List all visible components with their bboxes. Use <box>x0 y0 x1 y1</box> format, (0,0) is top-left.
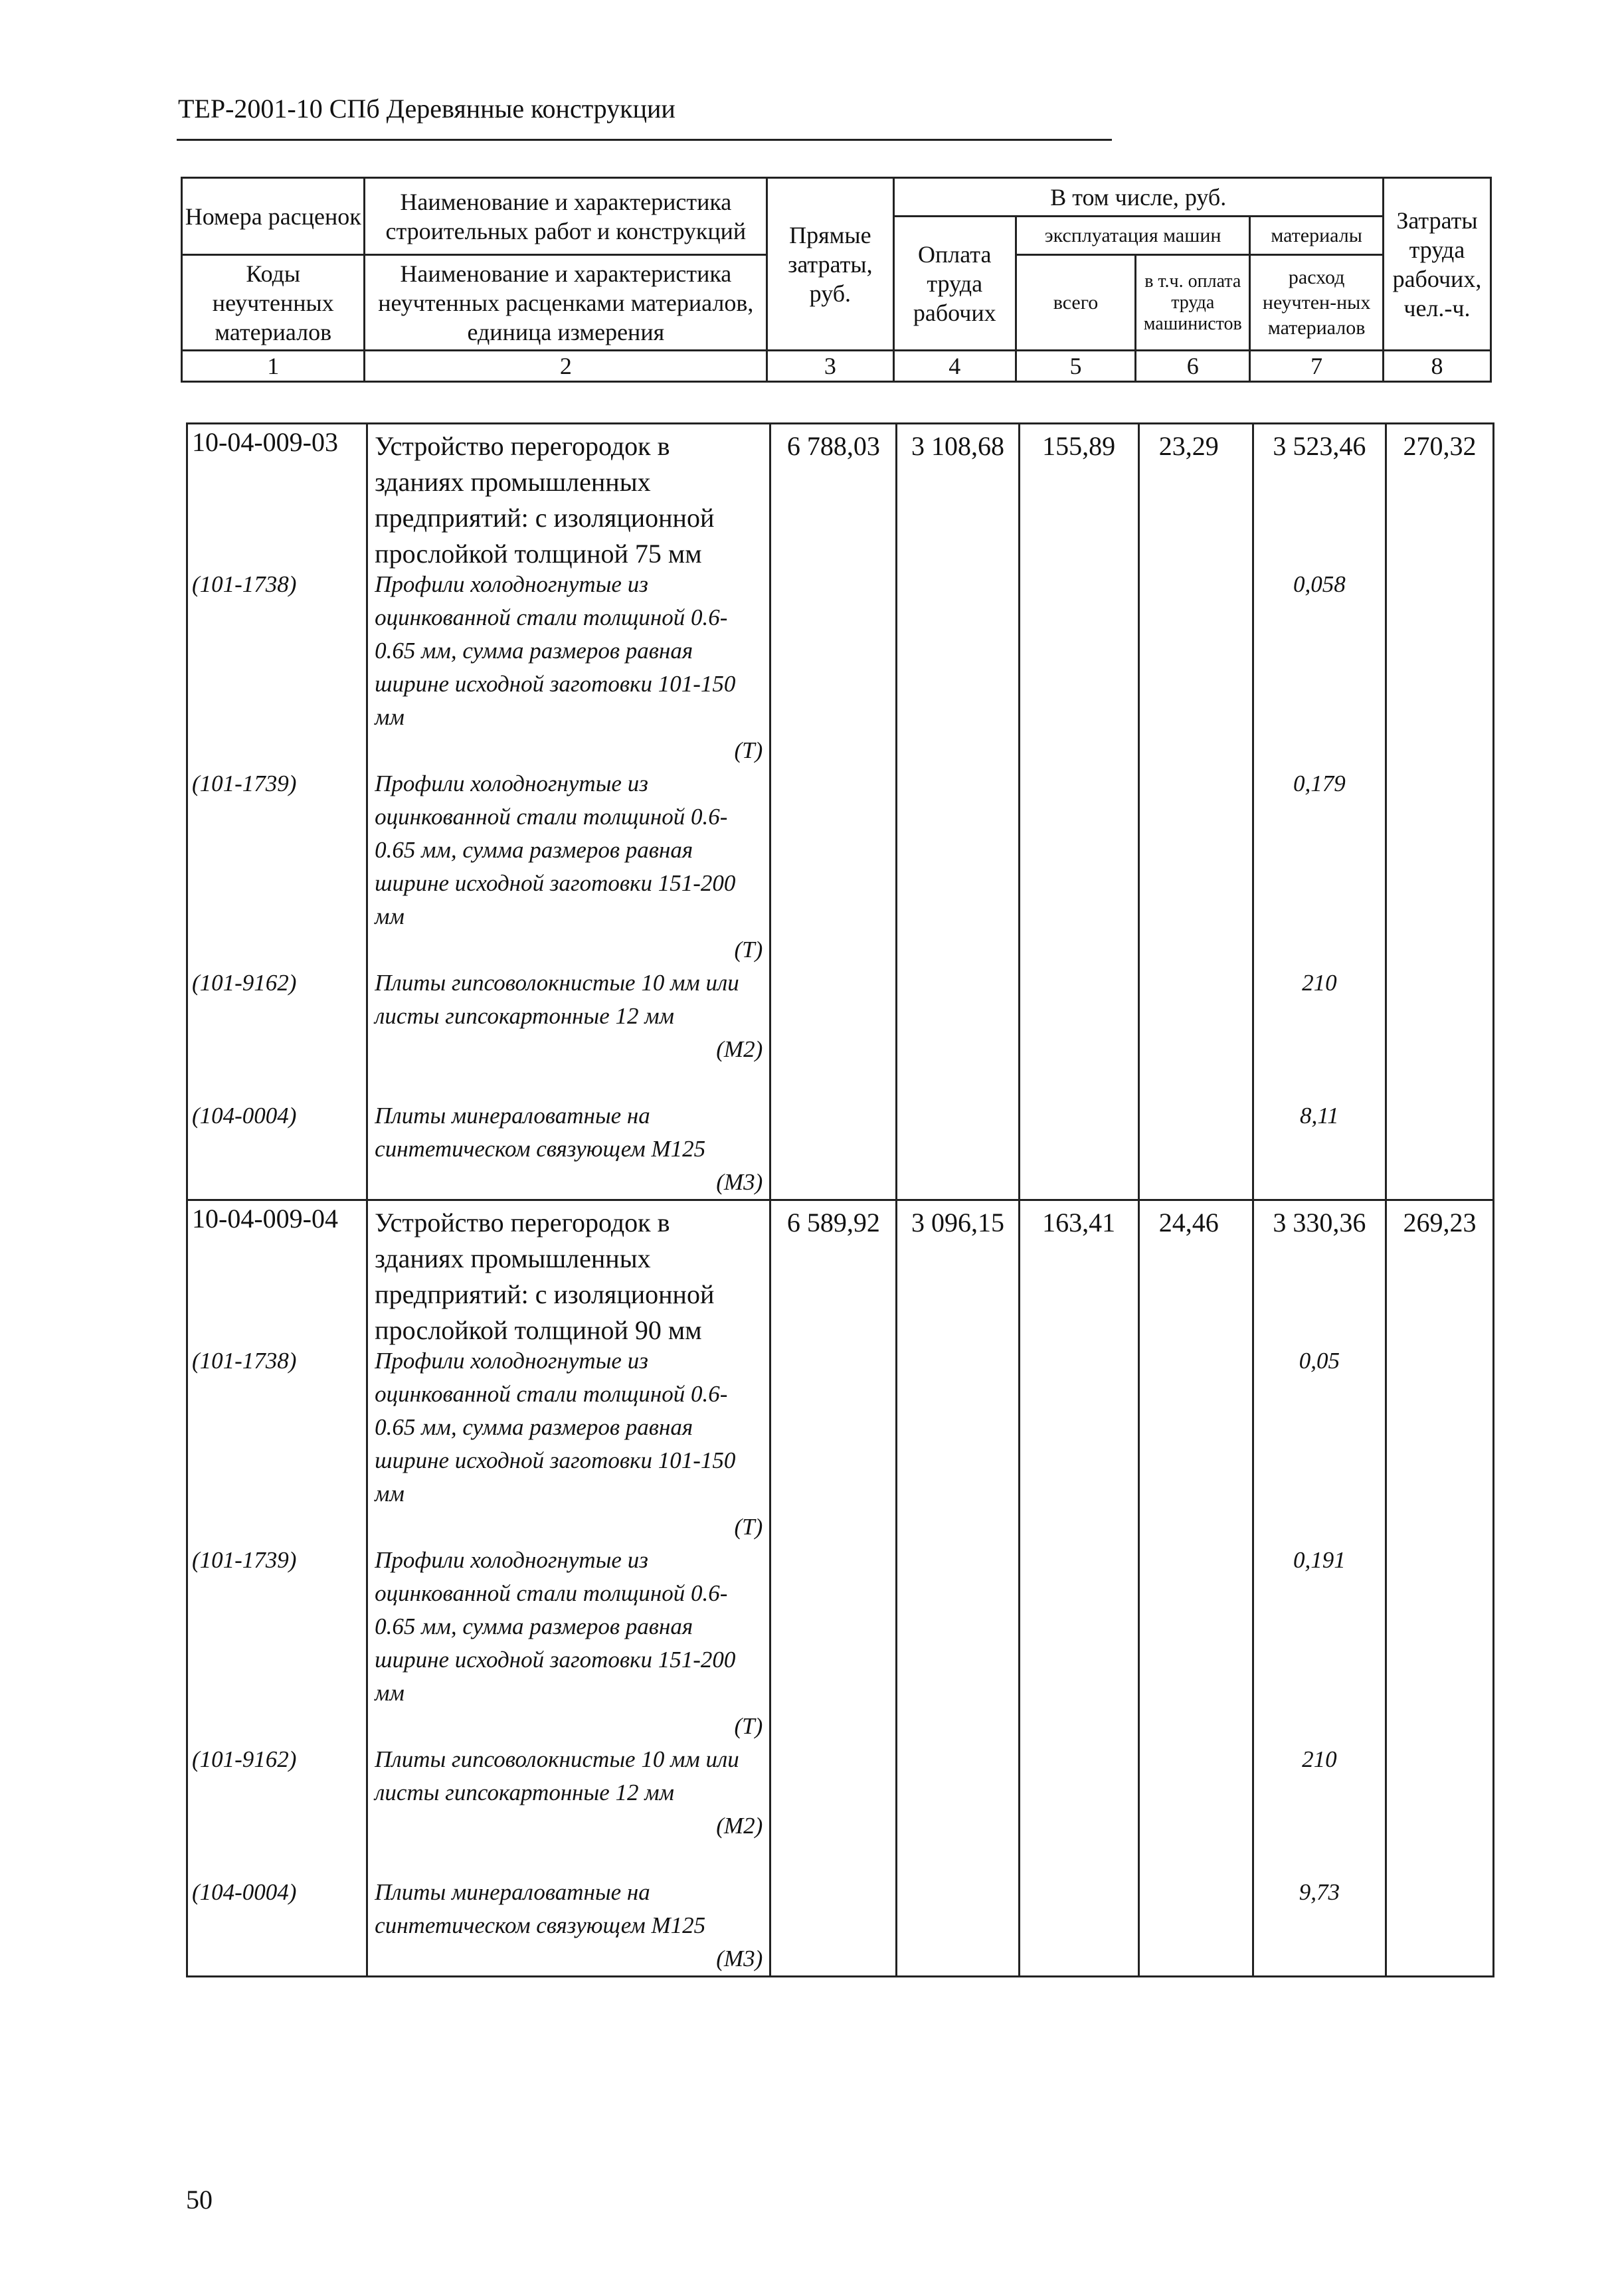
material-unit: (М2) <box>716 1813 763 1839</box>
material-item <box>375 1099 764 1199</box>
material-unit: (Т) <box>734 937 763 962</box>
materials-cost: 3 330,36 <box>1273 1208 1366 1237</box>
head-labor-hours: Затраты труда рабочих, чел.-ч. <box>1383 178 1490 351</box>
machinists-pay: 24,46 <box>1138 1200 1253 1977</box>
material-item <box>375 1743 764 1876</box>
head-machines-total: всего <box>1016 255 1135 351</box>
material-name: Плиты минераловатные на синтетическом связующем М125 <box>375 1103 706 1162</box>
material-name: Профили холодногнутые из оцинкованной стали толщиной 0.6-0.65 мм, сумма размеров равная ширине исходной заготовки 151-200 мм <box>375 1547 736 1706</box>
materials-cost: 3 523,46 <box>1273 431 1366 461</box>
material-item <box>375 966 764 1099</box>
material-name: Профили холодногнутые из оцинкованной стали толщиной 0.6-0.65 мм, сумма размеров равная ширине исходной заготовки 101-150 мм <box>375 571 736 730</box>
material-item <box>375 568 764 767</box>
col-number: 3 <box>767 351 893 382</box>
machinists-pay: 23,29 <box>1138 424 1253 1200</box>
table-row <box>187 424 1494 1200</box>
head-direct: Прямые затраты, руб. <box>767 178 893 351</box>
head-materials: материалы <box>1250 217 1384 255</box>
labor-hours: 269,23 <box>1386 1200 1494 1977</box>
material-item <box>375 767 764 966</box>
table-header <box>181 177 1492 383</box>
material-usage: 0,05 <box>1299 1348 1340 1374</box>
material-item <box>375 1344 764 1544</box>
material-unit: (М2) <box>716 1036 763 1062</box>
head-codes: Номера расценок <box>182 178 365 255</box>
material-usage: 0,058 <box>1293 571 1346 597</box>
material-name: Плиты минераловатные на синтетическом связующем М125 <box>375 1879 706 1938</box>
document-title: ТЕР-2001-10 СПб Деревянные конструкции <box>178 94 676 124</box>
head-materials-usage: расход неучтен-ных материалов <box>1250 255 1384 351</box>
rate-code: 10-04-009-04 <box>192 1204 338 1234</box>
col-number: 4 <box>893 351 1016 382</box>
title-rule <box>177 139 1112 141</box>
material-unit: (Т) <box>734 1713 763 1739</box>
material-code: (101-1738) <box>192 571 297 597</box>
material-code: (104-0004) <box>192 1103 297 1129</box>
direct-costs: 6 589,92 <box>770 1200 897 1977</box>
material-code: (101-1738) <box>192 1348 297 1374</box>
head-machinists-pay: в т.ч. оплата труда машинистов <box>1136 255 1250 351</box>
material-usage: 9,73 <box>1299 1879 1340 1905</box>
col-number: 2 <box>365 351 767 382</box>
head-unaccounted-names: Наименование и характеристика неучтенных расценками материалов, единица измерения <box>365 255 767 351</box>
material-name: Профили холодногнутые из оцинкованной стали толщиной 0.6-0.65 мм, сумма размеров равная ширине исходной заготовки 151-200 мм <box>375 771 736 929</box>
head-name: Наименование и характеристика строительных работ и конструкций <box>365 178 767 255</box>
labor-pay: 3 108,68 <box>897 424 1019 1200</box>
head-unaccounted-codes: Коды неучтенных материалов <box>182 255 365 351</box>
direct-costs: 6 788,03 <box>770 424 897 1200</box>
material-name: Плиты гипсоволокнистые 10 мм или листы гипсокартонные 12 мм <box>375 1746 739 1805</box>
labor-pay: 3 096,15 <box>897 1200 1019 1977</box>
material-item <box>375 1544 764 1743</box>
material-usage: 0,191 <box>1293 1547 1346 1573</box>
work-name: Устройство перегородок в зданиях промышленных предприятий: с изоляционной прослойкой толщиной 90 мм <box>375 1208 715 1345</box>
material-usage: 210 <box>1302 970 1337 996</box>
material-unit: (Т) <box>734 737 763 763</box>
material-code: (101-1739) <box>192 1547 297 1573</box>
material-item <box>375 1876 764 1975</box>
material-name: Профили холодногнутые из оцинкованной стали толщиной 0.6-0.65 мм, сумма размеров равная ширине исходной заготовки 101-150 мм <box>375 1348 736 1507</box>
material-code: (101-9162) <box>192 1746 297 1772</box>
material-unit: (Т) <box>734 1514 763 1540</box>
col-number: 1 <box>182 351 365 382</box>
machines-total: 163,41 <box>1019 1200 1138 1977</box>
material-code: (104-0004) <box>192 1879 297 1905</box>
material-usage: 8,11 <box>1300 1103 1339 1129</box>
material-code: (101-1739) <box>192 771 297 796</box>
material-code: (101-9162) <box>192 970 297 996</box>
head-labor: Оплата труда рабочих <box>893 217 1016 351</box>
machines-total: 155,89 <box>1019 424 1138 1200</box>
material-usage: 210 <box>1302 1746 1337 1772</box>
material-unit: (М3) <box>716 1946 763 1971</box>
rate-code: 10-04-009-03 <box>192 427 338 457</box>
labor-hours: 270,32 <box>1386 424 1494 1200</box>
head-machines: эксплуатация машин <box>1016 217 1249 255</box>
material-unit: (М3) <box>716 1169 763 1195</box>
col-number: 6 <box>1136 351 1250 382</box>
rates-table <box>186 422 1494 1977</box>
col-number: 8 <box>1383 351 1490 382</box>
work-name: Устройство перегородок в зданиях промышленных предприятий: с изоляционной прослойкой толщиной 75 мм <box>375 431 715 569</box>
table-row <box>187 1200 1494 1977</box>
material-usage: 0,179 <box>1293 771 1346 796</box>
col-number: 7 <box>1250 351 1384 382</box>
page-number: 50 <box>186 2185 213 2215</box>
head-group: В том числе, руб. <box>893 178 1383 217</box>
col-number: 5 <box>1016 351 1135 382</box>
material-name: Плиты гипсоволокнистые 10 мм или листы гипсокартонные 12 мм <box>375 970 739 1029</box>
